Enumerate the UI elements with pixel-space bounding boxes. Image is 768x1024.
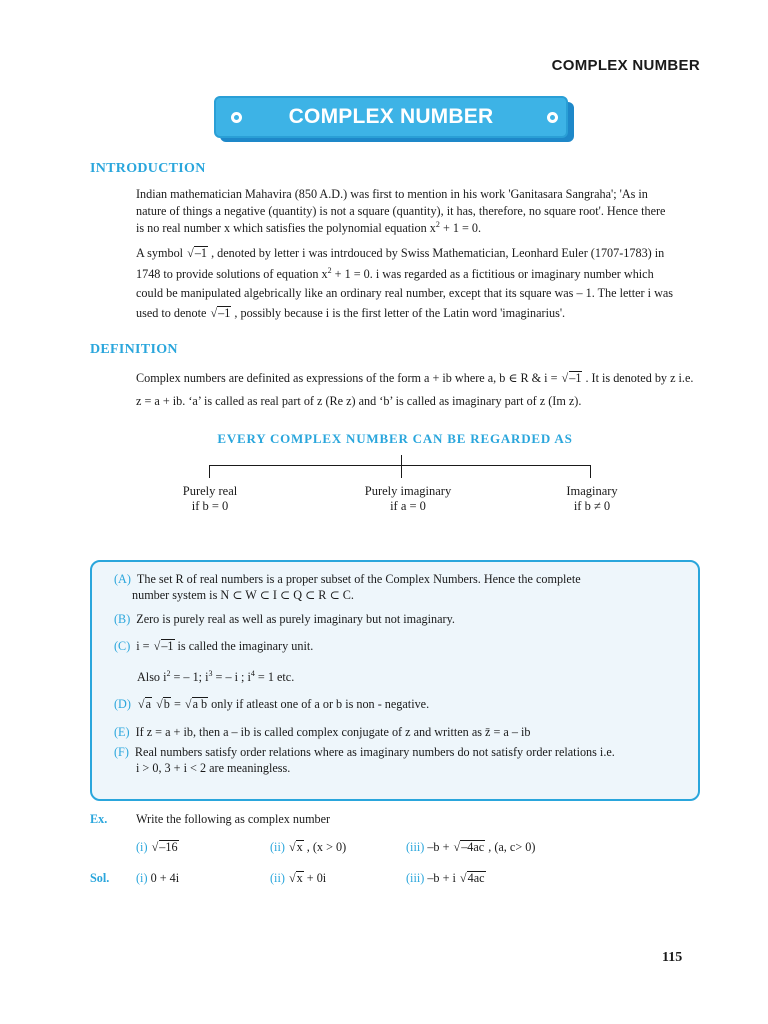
- note-c-powers: Also $i^2$ = – 1; $i^3$ = – i ; $i^4 = 1$ etc.: [137, 669, 295, 685]
- intro-line-1: Indian mathematician Mahavira (850 A.D.) was first to mention in his work 'Ganitasara Sangraha'; 'As in: [136, 187, 648, 201]
- intro-para2-line-3: could be manipulated algebrically like an ordinary real number, except that its square was – 1. The letter i was: [136, 286, 674, 300]
- tree-bar: [209, 465, 591, 466]
- intro-para2-line-1: A symbol √ –1 , denoted by letter i was intrdouced by Swiss Mathematician, Leonhard Euler (1707-1783) in: [136, 246, 664, 261]
- chapter-title-banner: [214, 96, 576, 146]
- category-imaginary: Imaginary if b ≠ 0: [566, 484, 618, 513]
- question-2: (ii) √ x , (x > 0): [270, 840, 346, 855]
- note-b: (B) Zero is purely real as well as purely imaginary but not imaginary.: [114, 612, 455, 626]
- chapter-title: COMPLEX NUMBER: [288, 105, 494, 128]
- question-1: (i) √ –16: [136, 840, 179, 855]
- solution-2: (ii) √ x + 0i: [270, 871, 326, 886]
- sqrt-minus-one: √ –1: [194, 246, 208, 260]
- intro-line-3: is no real number x which satisfies the polynomial equation $x^2 + 1 = 0$.: [136, 220, 482, 236]
- bullet-dot-icon: [547, 112, 558, 123]
- classification-heading: EVERY COMPLEX NUMBER CAN BE REGARDED AS: [217, 431, 573, 446]
- example-label: Ex.: [90, 812, 108, 826]
- solution-1: (i) 0 + 4i: [136, 871, 180, 885]
- example-text: Write the following as complex number: [136, 812, 331, 826]
- question-3: (iii) –b + √ –4ac , (a, c> 0): [406, 840, 535, 855]
- definition-line-2: z = a + ib. ‘a’ is called as real part of z (Re z) and ‘b’ is called as imaginary part of z (Im z).: [136, 394, 582, 408]
- solution-3: (iii) –b + i √ 4ac: [406, 871, 486, 886]
- running-header: COMPLEX NUMBER: [551, 57, 700, 74]
- note-a: (A) The set R of real numbers is a proper subset of the Complex Numbers. Hence the complete number system is N ⊂ W ⊂ I ⊂ Q ⊂ R ⊂ C.: [114, 572, 581, 602]
- definition-line-1: Complex numbers are definited as expressions of the form a + ib where a, b ∈ R & i = √ –1 . It is denoted by z i.e.: [136, 371, 693, 386]
- tree-branch-right: [590, 465, 591, 478]
- note-f: (F) Real numbers satisfy order relations where as imaginary numbers do not satisfy order relations i.e. i > 0, 3 + i < 2 are meaningless.: [114, 745, 615, 775]
- tree-branch-middle: [401, 465, 402, 478]
- intro-para2-line-2: 1748 to provide solutions of equation $x^2 + 1 = 0$. i was regarded as a fictitious or imaginary number which: [136, 266, 654, 282]
- definition-heading: DEFINITION: [90, 342, 178, 357]
- introduction-heading: INTRODUCTION: [90, 161, 206, 176]
- category-purely-imaginary: Purely imaginary if a = 0: [364, 484, 452, 513]
- intro-para2-line-4: used to denote √ –1 , possibly because i is the first letter of the Latin word 'imaginarius'.: [136, 306, 565, 321]
- note-c: (C) i = √ –1 is called the imaginary unit.: [114, 638, 696, 654]
- note-d: (D)√ a √ b = √ a b only if atleast one of a or b is non - negative.: [114, 696, 696, 712]
- page-number: 115: [662, 950, 683, 965]
- note-e: (E) If z = a + ib, then a – ib is called complex conjugate of z and written as z̄ = a – ib: [114, 725, 531, 739]
- category-purely-real: Purely real if b = 0: [182, 484, 238, 513]
- tree-branch-left: [209, 465, 210, 478]
- intro-line-2: nature of things a negative (quantity) is not a square (quantity), it has, therefore, no square root'. Hence there: [136, 204, 666, 218]
- solution-label: Sol.: [90, 871, 110, 885]
